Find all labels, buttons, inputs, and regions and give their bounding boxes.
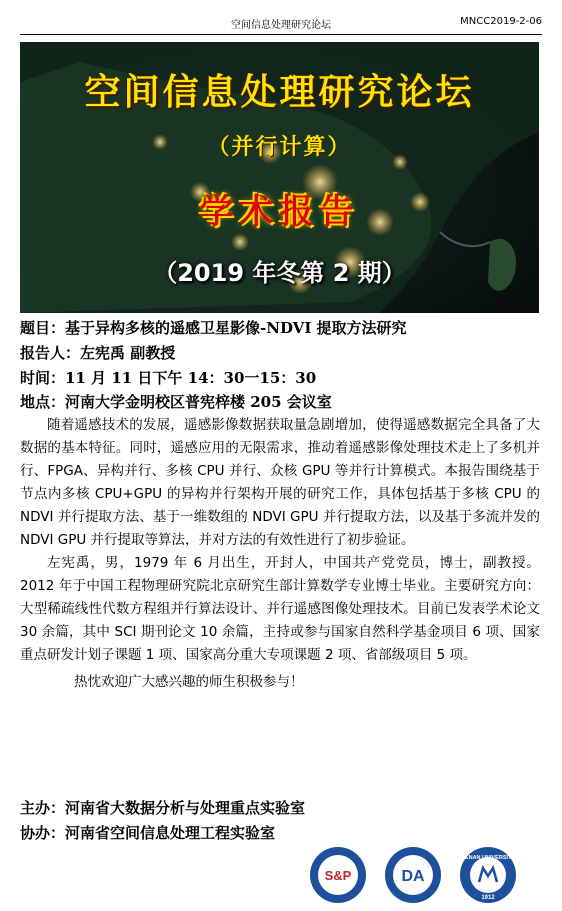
welcome-line: 热忱欢迎广大感兴趣的师生积极参与！ (74, 674, 304, 690)
svg-text:DA: DA (401, 868, 425, 885)
issue-period: （2019 年冬第 2 期） (153, 259, 406, 287)
report-time: 时间：11 月 11 日下午 14：30一15：30 (20, 369, 317, 387)
report-place: 地点：河南大学金明校区普宪梓楼 205 会议室 (20, 393, 332, 411)
report-speaker: 报告人：左宪禹 副教授 (20, 344, 176, 362)
page-header (20, 14, 542, 30)
host-organizer: 主办：河南省大数据分析与处理重点实验室 (20, 799, 306, 817)
header-rule (20, 34, 542, 35)
academic-report-heading: 学术报告 (199, 192, 360, 232)
forum-title: 空间信息处理研究论坛 (84, 72, 475, 113)
da-lab-logo (384, 846, 442, 904)
report-topic: 题目：基于异构多核的遥感卫星影像-NDVI 提取方法研究 (20, 319, 407, 337)
sp-lab-logo (309, 846, 367, 904)
abstract-paragraph: 随着遥感技术的发展，遥感影像数据获取量急剧增加，使得遥感数据完全具备了大数据的基本特征。同时，遥感应用的无限需求，推动着遥感影像处理技术走上了多机并行、FPGA、异构并行、多核 CPU 并行、众核 GPU 等并行计算模式。本报告围绕基于节点内多核 CPU+GPU 的异构并行架构开展的研究工作，具体包括基于多核 CPU 的 NDVI 并行提取方法、基于一维数组的 NDVI GPU 并行提取方法，以及基于多流并发的 NDVI GPU 并行提取等算法，并对方法的有效性进行了初步验证。 (20, 417, 540, 548)
banner (20, 42, 539, 313)
forum-subtitle: （并行计算） (207, 135, 352, 160)
svg-text:HENAN UNIVERSITY: HENAN UNIVERSITY (460, 855, 516, 861)
header-doc-id: MNCC2019-2-06 (460, 16, 542, 27)
report-body (20, 414, 540, 694)
bio-paragraph: 左宪禹，男，1979 年 6 月出生，开封人，中国共产党党员，博士，副教授。2012 年于中国工程物理研究院北京研究生部计算数学专业博士毕业。主要研究方向：大型稀疏线性代数方程组并行算法设计、并行遥感图像处理技术。目前已发表学术论文 30 余篇，其中 SCI 期刊论文 10 余篇，主持或参与国家自然科学基金项目 6 项、国家重点研发计划子课题 1 项、国家高分重大专项课题 2 项、省部级项目 5 项。 (20, 555, 540, 663)
cohost-organizer: 协办：河南省空间信息处理工程实验室 (20, 824, 276, 842)
svg-text:S&P: S&P (324, 868, 352, 883)
henan-university-logo (459, 846, 517, 904)
svg-text:1912: 1912 (481, 895, 495, 901)
header-title: 空间信息处理研究论坛 (231, 20, 331, 31)
